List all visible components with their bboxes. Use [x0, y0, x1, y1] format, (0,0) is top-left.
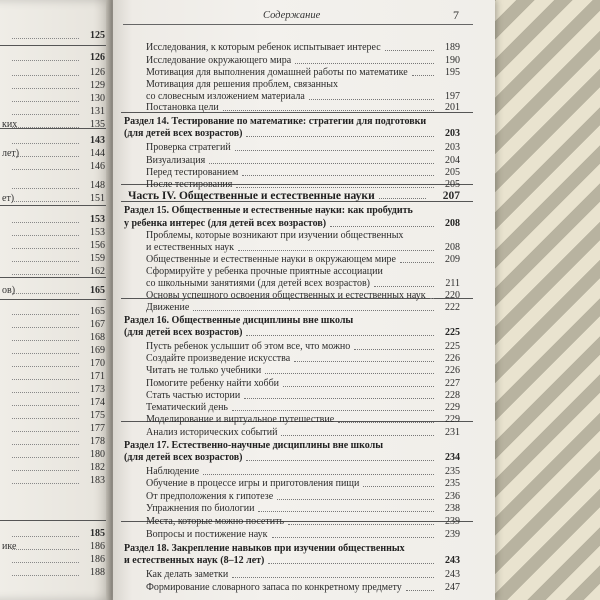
left-page-entry	[0, 253, 113, 265]
dot-leader	[283, 386, 434, 387]
toc-page-number: 225	[445, 341, 460, 352]
toc-entry-title: Создайте произведение искусства	[146, 353, 291, 364]
toc-entry-title: Моделирование и виртуальное путешествие	[146, 414, 335, 425]
toc-entry-title: Основы успешного освоения общественных и естественных наук	[146, 290, 426, 301]
left-page-number: 148	[90, 180, 105, 191]
dot-leader	[12, 75, 79, 76]
toc-entry-title: Раздел 16. Общественные дисциплины вне школы	[124, 315, 354, 326]
left-page-number: 151	[90, 193, 105, 204]
left-page-rule	[0, 299, 108, 300]
left-page-entry	[0, 119, 113, 131]
left-page-number: 178	[90, 436, 105, 447]
toc-entry-title: От предположения к гипотезе	[146, 491, 274, 502]
dot-leader	[277, 499, 434, 500]
dot-leader	[265, 373, 434, 374]
dot-leader	[12, 38, 79, 39]
left-page-entry	[0, 148, 113, 160]
dot-leader	[12, 418, 79, 419]
dot-leader	[12, 470, 79, 471]
toc-entry-title: Часть IV. Общественные и естественные науки	[128, 190, 375, 202]
dot-leader	[406, 590, 434, 591]
dot-leader	[379, 198, 426, 199]
toc-entry-title: Перед тестированием	[146, 167, 239, 178]
toc-page-number: 239	[445, 516, 460, 527]
left-page-entry	[0, 423, 113, 435]
left-page-number: 125	[90, 30, 105, 41]
toc-entry-title: Раздел 17. Естественно-научные дисциплины вне школы	[124, 440, 384, 451]
toc-page-number: 197	[445, 91, 460, 102]
left-page-number: 185	[90, 528, 105, 539]
toc-page-number: 205	[445, 179, 460, 190]
dot-leader	[330, 226, 434, 227]
left-page-number: 162	[90, 266, 105, 277]
left-page-number: 174	[90, 397, 105, 408]
toc-page-number: 229	[445, 414, 460, 425]
toc-entry-title: Упражнения по биологии	[146, 503, 255, 514]
dot-leader	[12, 143, 79, 144]
left-page-entry	[0, 358, 113, 370]
toc-entry-title: Пусть ребенок услышит об этом все, что можно	[146, 341, 351, 352]
toc-page-number: 222	[445, 302, 460, 313]
dot-leader	[12, 353, 79, 354]
dot-leader	[309, 99, 434, 100]
toc-page-number: 243	[445, 555, 460, 566]
toc-page-number: 201	[445, 102, 460, 113]
left-page-entry	[0, 319, 113, 331]
dot-leader	[193, 310, 434, 311]
dot-leader	[288, 524, 434, 525]
toc-entry-title: Исследование окружающего мира	[146, 55, 292, 66]
dot-leader	[412, 75, 434, 76]
dot-leader	[238, 250, 434, 251]
toc-entry-title: После тестирования	[146, 179, 233, 190]
left-page-entry	[0, 106, 113, 118]
toc-entry-title: Читать не только учебники	[146, 365, 262, 376]
left-page-entry	[0, 180, 113, 192]
left-page-entry	[0, 135, 113, 147]
left-page-entry	[0, 384, 113, 396]
toc-page-number: 228	[445, 390, 460, 401]
dot-leader	[12, 293, 79, 294]
left-page-text-fragment: лет)	[2, 148, 20, 159]
left-page-number: 169	[90, 345, 105, 356]
left-page-number: 165	[90, 285, 105, 296]
dot-leader	[232, 577, 434, 578]
toc-page-number: 226	[445, 353, 460, 364]
toc-page-number: 243	[445, 569, 460, 580]
left-page-number: 173	[90, 384, 105, 395]
toc-entry-title: Места, которые можно посетить	[146, 516, 285, 527]
left-page-entry	[0, 462, 113, 474]
dot-leader	[12, 222, 79, 223]
left-page-number: 188	[90, 567, 105, 578]
toc-page-number: 235	[445, 466, 460, 477]
dot-leader	[246, 335, 434, 336]
left-page-entry	[0, 528, 113, 540]
toc-page-number: 209	[445, 254, 460, 265]
toc-entry-title: Общественные и естественные науки в окружающем мире	[146, 254, 396, 265]
toc-page-number: 204	[445, 155, 460, 166]
toc-entry-title: Обучение в процессе игры и приготовления пищи	[146, 478, 360, 489]
dot-leader	[12, 261, 79, 262]
toc-entry-title: Анализ исторических событий	[146, 427, 278, 438]
dot-leader	[12, 536, 79, 537]
left-page-number: 165	[90, 306, 105, 317]
dot-leader	[12, 169, 79, 170]
dot-leader	[12, 575, 79, 576]
dot-leader	[246, 136, 434, 137]
dot-leader	[430, 298, 434, 299]
left-page-rule	[0, 128, 108, 129]
dot-leader	[12, 483, 79, 484]
toc-entry-title: у ребенка интерес (для детей всех возрастов)	[124, 218, 327, 229]
toc-page-number: 231	[445, 427, 460, 438]
toc-entry-title: Тематический день	[146, 402, 228, 413]
toc-page-number: 195	[445, 67, 460, 78]
left-page-number: 175	[90, 410, 105, 421]
toc-page-number: 203	[445, 128, 460, 139]
toc-page-number: 205	[445, 167, 460, 178]
left-page-number: 177	[90, 423, 105, 434]
left-page-entry	[0, 67, 113, 79]
dot-leader	[12, 188, 79, 189]
header-rule	[123, 24, 473, 25]
dot-leader	[223, 110, 434, 111]
left-page-text-fragment: ике	[2, 541, 17, 552]
left-page-number: 170	[90, 358, 105, 369]
toc-entry-title: (для детей всех возрастов)	[124, 452, 243, 463]
dot-leader	[374, 286, 434, 287]
toc-entry-title: Раздел 18. Закрепление навыков при изучении общественных	[124, 543, 405, 554]
left-page-entry	[0, 371, 113, 383]
toc-entry-title: Мотивация для решения проблем, связанных	[146, 79, 339, 90]
left-page-number: 153	[90, 227, 105, 238]
left-page-entry	[0, 567, 113, 579]
left-page-entry	[0, 332, 113, 344]
toc-entry-title: Проблемы, которые возникают при изучении общественных	[146, 230, 404, 241]
dot-leader	[354, 349, 434, 350]
left-page-entry	[0, 306, 113, 318]
toc-entry-title: Как делать заметки	[146, 569, 229, 580]
dot-leader	[338, 422, 434, 423]
dot-leader	[12, 88, 79, 89]
toc-entry-title: и естественных наук	[146, 242, 235, 253]
toc-page-number: 235	[445, 478, 460, 489]
left-page-number: 156	[90, 240, 105, 251]
toc-page-number: 238	[445, 503, 460, 514]
dot-leader	[236, 187, 434, 188]
left-page-entry	[0, 410, 113, 422]
dot-leader	[12, 431, 79, 432]
toc-entry-title: Раздел 15. Общественные и естественные науки: как пробудить	[124, 205, 413, 216]
dot-leader	[12, 114, 79, 115]
dot-leader	[12, 314, 79, 315]
dot-leader	[12, 156, 79, 157]
dot-leader	[12, 340, 79, 341]
dot-leader	[12, 60, 79, 61]
left-page-entry	[0, 240, 113, 252]
toc-entry-title: и естественных наук (8–12 лет)	[124, 555, 265, 566]
toc-page-number: 229	[445, 402, 460, 413]
toc-entry-title: Формирование словарного запаса по конкретному предмету	[146, 582, 402, 593]
toc-entry-title: Постановка цели	[146, 102, 219, 113]
dot-leader	[272, 537, 434, 538]
left-page-entry	[0, 30, 113, 42]
left-page-rule	[0, 205, 108, 206]
toc-page-number: 207	[442, 190, 460, 202]
left-page-number: 186	[90, 541, 105, 552]
left-page-entry	[0, 554, 113, 566]
dot-leader	[281, 435, 434, 436]
left-page-entry	[0, 227, 113, 239]
dot-leader	[246, 460, 434, 461]
toc-page-number: 234	[445, 452, 460, 463]
left-page-number: 130	[90, 93, 105, 104]
left-page-entry	[0, 52, 113, 64]
toc-entry-title: Вопросы и постижение наук	[146, 529, 268, 540]
dot-leader	[295, 63, 434, 64]
toc-page-number: 225	[445, 327, 460, 338]
toc-entry-title: Сформируйте у ребенка прочные приятные ассоциации	[146, 266, 383, 277]
toc-entry-title: со школьными занятиями (для детей всех возрастов)	[146, 278, 370, 289]
dot-leader	[12, 405, 79, 406]
dot-leader	[258, 511, 434, 512]
dot-leader	[242, 175, 434, 176]
dot-leader	[12, 327, 79, 328]
left-page-number: 171	[90, 371, 105, 382]
toc-page-number: 247	[445, 582, 460, 593]
toc-page-number: 203	[445, 142, 460, 153]
toc-entry-title: Исследования, к которым ребенок испытывает интерес	[146, 42, 381, 53]
dot-leader	[12, 562, 79, 563]
left-page-number: 129	[90, 80, 105, 91]
toc-entry-title: (для детей всех возрастов)	[124, 128, 243, 139]
left-page-number: 183	[90, 475, 105, 486]
left-page-entry	[0, 436, 113, 448]
left-page-entry	[0, 193, 113, 205]
toc-page-number: 189	[445, 42, 460, 53]
left-page-number: 159	[90, 253, 105, 264]
toc-entry-title: Раздел 14. Тестирование по математике: стратегии для подготовки	[124, 116, 427, 127]
dot-leader	[244, 398, 434, 399]
toc-entry-title: (для детей всех возрастов)	[124, 327, 243, 338]
left-page-entry	[0, 397, 113, 409]
dot-leader	[12, 457, 79, 458]
left-page-entry	[0, 214, 113, 226]
left-page-entry	[0, 80, 113, 92]
left-page-number: 126	[90, 52, 105, 63]
toc-page-number: 226	[445, 365, 460, 376]
page-header-title: Содержание	[263, 10, 321, 21]
dot-leader	[232, 410, 434, 411]
left-page-entry	[0, 541, 113, 553]
left-page-number: 180	[90, 449, 105, 460]
toc-entry-title: Проверка стратегий	[146, 142, 231, 153]
left-page-number: 167	[90, 319, 105, 330]
left-page-number: 126	[90, 67, 105, 78]
dot-leader	[400, 262, 434, 263]
left-page-entry	[0, 475, 113, 487]
toc-page-number: 227	[445, 378, 460, 389]
toc-page-number: 220	[445, 290, 460, 301]
left-page-text-fragment: ов)	[2, 285, 16, 296]
left-page	[0, 0, 113, 600]
toc-entry-title: Движение	[146, 302, 190, 313]
toc-page-number: 208	[445, 218, 460, 229]
dot-leader	[203, 474, 434, 475]
dot-leader	[12, 235, 79, 236]
dot-leader	[209, 163, 434, 164]
dot-leader	[294, 361, 434, 362]
left-page-entry	[0, 93, 113, 105]
left-page-entry	[0, 161, 113, 173]
left-page-text-fragment: ких	[2, 119, 18, 130]
left-page-number: 153	[90, 214, 105, 225]
left-page-entry	[0, 345, 113, 357]
left-page-entry	[0, 449, 113, 461]
toc-entry-title: Наблюдение	[146, 466, 200, 477]
left-page-number: 168	[90, 332, 105, 343]
page-number: 7	[453, 8, 459, 22]
dot-leader	[268, 563, 434, 564]
dot-leader	[12, 392, 79, 393]
dot-leader	[363, 486, 434, 487]
dot-leader	[12, 201, 79, 202]
toc-entry-title: Визуализация	[146, 155, 206, 166]
dot-leader	[12, 444, 79, 445]
toc-page-number: 208	[445, 242, 460, 253]
left-page-rule	[0, 277, 108, 278]
toc-page-number: 211	[445, 278, 460, 289]
left-page-number: 182	[90, 462, 105, 473]
left-page-number: 144	[90, 148, 105, 159]
dot-leader	[12, 379, 79, 380]
toc-entry-title: Помогите ребенку найти хобби	[146, 378, 280, 389]
left-page-number: 146	[90, 161, 105, 172]
left-page-text-fragment: ет)	[2, 193, 15, 204]
toc-page-number: 190	[445, 55, 460, 66]
dot-leader	[12, 101, 79, 102]
dot-leader	[12, 549, 79, 550]
left-page-rule	[0, 520, 108, 521]
left-page-entry	[0, 285, 113, 297]
left-page-number: 143	[90, 135, 105, 146]
dot-leader	[235, 150, 434, 151]
toc-entry-title: со словесным изложением материала	[146, 91, 305, 102]
dot-leader	[12, 366, 79, 367]
toc-page-number: 236	[445, 491, 460, 502]
dot-leader	[385, 50, 434, 51]
left-page-number: 135	[90, 119, 105, 130]
dot-leader	[12, 248, 79, 249]
left-page-number: 131	[90, 106, 105, 117]
toc-page-number: 239	[445, 529, 460, 540]
dot-leader	[12, 274, 79, 275]
toc-entry-title: Стать частью истории	[146, 390, 241, 401]
toc-entry-title: Мотивация для выполнения домашней работы по математике	[146, 67, 408, 78]
left-page-rule	[0, 45, 108, 46]
left-page-number: 186	[90, 554, 105, 565]
